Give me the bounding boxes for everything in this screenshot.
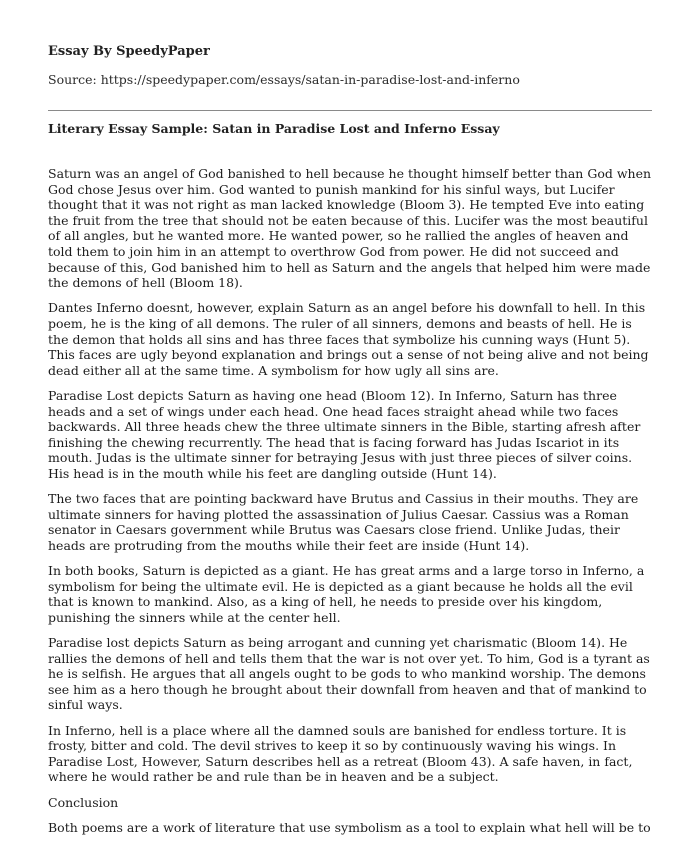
source-line: Source: https://speedypaper.com/essays/satan-in-paradise-lost-and-inferno: [48, 72, 520, 87]
section-heading-conclusion: Conclusion: [48, 794, 119, 810]
paragraph: In Inferno, hell is a place where all the damned souls are banished for endless torture. It is frosty, bitter and cold. The devil strives to keep it so by continuously waving his wings. In Paradise Lost, However, Saturn describes hell as a retreat (Bloom 43). A safe haven, in fact, where he would rather be and rule than be in heaven and be a subject.: [48, 722, 633, 785]
header-divider: [48, 110, 652, 111]
paragraph: Both poems are a work of literature that use symbolism as a tool to explain what hell will be to: [48, 819, 651, 835]
brand-heading: Essay By SpeedyPaper: [48, 44, 210, 59]
paragraph: The two faces that are pointing backward have Brutus and Cassius in their mouths. They are ultimate sinners for having plotted the assassination of Julius Caesar. Cassius was a Roman senator in Caesars government while Brutus was Caesars close friend. Unlike Judas, their heads are protruding from the mouths while their feet are inside (Hunt 14).: [48, 491, 639, 553]
essay-body: [48, 166, 652, 845]
paragraph: Paradise Lost depicts Saturn as having one head (Bloom 12). In Inferno, Saturn has three heads and a set of wings under each head. One head faces straight ahead while two faces backwards. All three heads chew the three ultimate sinners in the Bible, starting afresh after finishing the chewing recurrently. The head that is facing forward has Judas Iscariot in its mouth. Judas is the ultimate sinner for betraying Jesus with just three pieces of silver coins. His head is in the mouth while his feet are dangling outside (Hunt 14).: [48, 387, 641, 481]
paragraph: In both books, Saturn is depicted as a giant. He has great arms and a large torso in Inferno, a symbolism for being the ultimate evil. He is depicted as a giant because he holds all the evil that is known to mankind. Also, as a king of hell, he needs to preside over his kingdom, punishing the sinners while at the center hell.: [48, 563, 645, 625]
paragraph: Saturn was an angel of God banished to hell because he thought himself better than God when God chose Jesus over him. God wanted to punish mankind for his sinful ways, but Lucifer thought that it was not right as man lacked knowledge (Bloom 3). He tempted Eve into eating the fruit from the tree that should not be eaten because of this. Lucifer was the most beautiful of all angles, but he wanted more. He wanted power, so he rallied the angles of heaven and told them to join him in an attempt to overthrow God from power. He did not succeed and because of this, God banished him to hell as Saturn and the angels that helped him were made the demons of hell (Bloom 18).: [48, 166, 652, 291]
essay-title: Literary Essay Sample: Satan in Paradise Lost and Inferno Essay: [48, 121, 500, 136]
paragraph: Dantes Inferno doesnt, however, explain Saturn as an angel before his downfall to hell. In this poem, he is the king of all demons. The ruler of all sinners, demons and beasts of hell. He is the demon that holds all sins and has three faces that symbolize his cunning ways (Hunt 5). This faces are ugly beyond explanation and brings out a sense of not being alive and not being dead either all at the same time. A symbolism for how ugly all sins are.: [48, 300, 649, 378]
paragraph: Paradise lost depicts Saturn as being arrogant and cunning yet charismatic (Bloom 14). He rallies the demons of hell and tells them that the war is not over yet. To him, God is a tyrant as he is selfish. He argues that all angels ought to be gods to who mankind worship. The demons see him as a hero though he brought about their downfall from heaven and that of mankind to sinful ways.: [48, 635, 650, 713]
